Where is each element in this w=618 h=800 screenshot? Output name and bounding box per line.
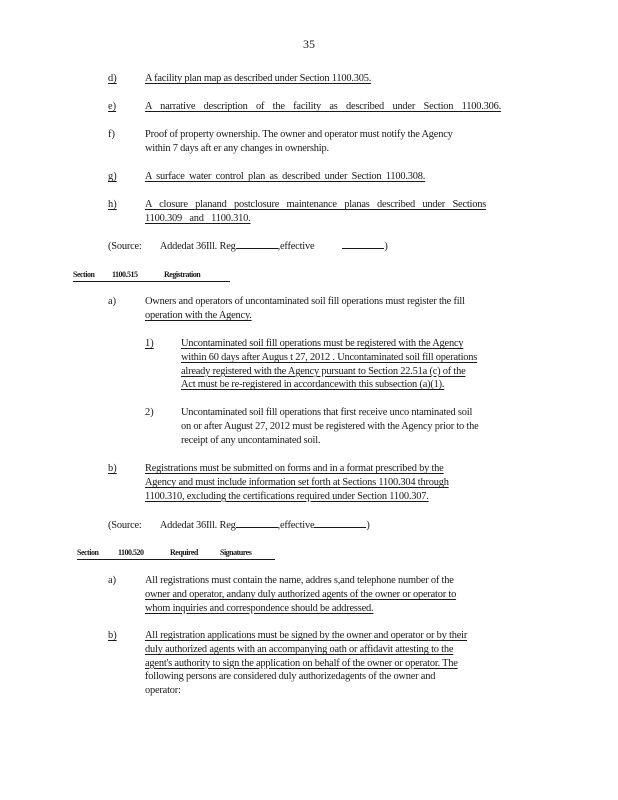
item-text bbox=[145, 574, 456, 615]
source-effective: ,effective bbox=[277, 241, 315, 252]
item-label: g) bbox=[108, 171, 117, 182]
source-note bbox=[108, 238, 388, 254]
text-line: Proof of property ownership. The owner and operator must notify the Agency bbox=[145, 129, 453, 140]
item-label: f) bbox=[108, 129, 115, 140]
section-number: 1100.515 bbox=[112, 270, 138, 279]
blank-line bbox=[342, 238, 384, 249]
item-text bbox=[145, 72, 371, 86]
text-line: A facility plan map as described under Section 1100.305. bbox=[145, 73, 372, 84]
section-number: 1100.520 bbox=[118, 548, 144, 557]
text-line: within 7 days aft er any changes in ownership. bbox=[145, 142, 329, 154]
blank-gap bbox=[314, 239, 342, 249]
text-line: within 60 days after Augus t 27, 2012 . Uncontaminated soil fill operations bbox=[181, 351, 478, 363]
source-close: ) bbox=[366, 520, 370, 531]
page-number: 35 bbox=[303, 37, 315, 51]
item-text bbox=[145, 629, 467, 698]
item-text bbox=[145, 128, 453, 156]
source-effective: ,effective bbox=[277, 520, 315, 531]
text-line: already registered with the Agency pursuant to Section 22.51a (c) of the bbox=[181, 365, 466, 377]
text-line: A narrative description of the facility as described under Section 1100.306. bbox=[145, 101, 502, 112]
item-label: 2) bbox=[145, 407, 154, 418]
item-text bbox=[145, 170, 425, 184]
item-text bbox=[145, 100, 501, 114]
text-line: Uncontaminated soil fill operations must be registered with the Agency bbox=[181, 338, 464, 349]
section-word: Section bbox=[73, 270, 95, 279]
heading-underline bbox=[73, 281, 230, 282]
text-line: Agency and must include information set forth at Sections 1100.304 through bbox=[145, 476, 449, 488]
source-label: (Source: bbox=[108, 241, 142, 252]
item-label: a) bbox=[108, 296, 117, 307]
section-title: Required bbox=[170, 548, 198, 557]
text-line: on or after August 27, 2012 must be registered with the Agency prior to the bbox=[181, 420, 479, 432]
text-line: agent's authority to sign the application on behalf of the owner or operator. The bbox=[145, 657, 458, 669]
section-word: Section bbox=[77, 548, 99, 557]
item-label: a) bbox=[108, 575, 117, 586]
item-text bbox=[181, 337, 477, 392]
item-text bbox=[145, 198, 486, 226]
source-label: (Source: bbox=[108, 520, 142, 531]
blank-line bbox=[236, 517, 278, 528]
item-text bbox=[145, 295, 465, 323]
text-line: All registrations must contain the name, addres s,and telephone number of the bbox=[145, 575, 454, 586]
item-text bbox=[181, 406, 479, 447]
source-added: Addedat 36Ill. Reg bbox=[159, 241, 236, 252]
heading-underline bbox=[77, 559, 275, 560]
section-title: Signatures bbox=[220, 548, 252, 557]
text-line: Registrations must be submitted on forms and in a format prescribed by the bbox=[145, 463, 444, 474]
text-line: All registration applications must be signed by the owner and operator or by their bbox=[145, 630, 468, 641]
item-text bbox=[145, 462, 449, 503]
blank-line bbox=[236, 238, 278, 249]
source-close: ) bbox=[384, 241, 388, 252]
text-line: A surface water control plan as described under Section 1100.308. bbox=[145, 171, 426, 182]
item-label: b) bbox=[108, 463, 117, 474]
source-note bbox=[108, 517, 370, 533]
text-line: duly authorized agents with an accompanying oath or affidavit attesting to the bbox=[145, 643, 454, 655]
item-label: 1) bbox=[145, 338, 154, 349]
item-label: h) bbox=[108, 199, 117, 210]
text-line: whom inquiries and correspondence should be addressed. bbox=[145, 602, 374, 614]
item-label: b) bbox=[108, 630, 117, 641]
text-line: operation with the Agency. bbox=[145, 309, 252, 321]
source-added: Addedat 36Ill. Reg bbox=[159, 520, 236, 531]
text-line: 1100.310, excluding the certifications required under Section 1100.307. bbox=[145, 490, 429, 502]
text-line: receipt of any uncontaminated soil. bbox=[181, 434, 321, 446]
text-line: A closure planand postclosure maintenance planas described under Sections bbox=[145, 199, 487, 210]
text-line: following persons are considered duly authorizedagents of the owner and bbox=[145, 671, 436, 683]
item-label: d) bbox=[108, 73, 117, 84]
text-line: 1100.309 and 1100.310. bbox=[145, 212, 251, 224]
blank-line bbox=[314, 517, 366, 528]
section-title: Registration bbox=[164, 270, 201, 279]
text-line: Owners and operators of uncontaminated soil fill operations must register the fill bbox=[145, 296, 465, 307]
text-line: Uncontaminated soil fill operations that first receive unco ntaminated soil bbox=[181, 407, 473, 418]
text-line: owner and operator, andany duly authorized agents of the owner or operator to bbox=[145, 588, 457, 600]
text-line: operator: bbox=[145, 685, 181, 697]
item-label: e) bbox=[108, 101, 117, 112]
text-line: Act must be re-registered in accordancewith this subsection (a)(1). bbox=[181, 379, 445, 391]
